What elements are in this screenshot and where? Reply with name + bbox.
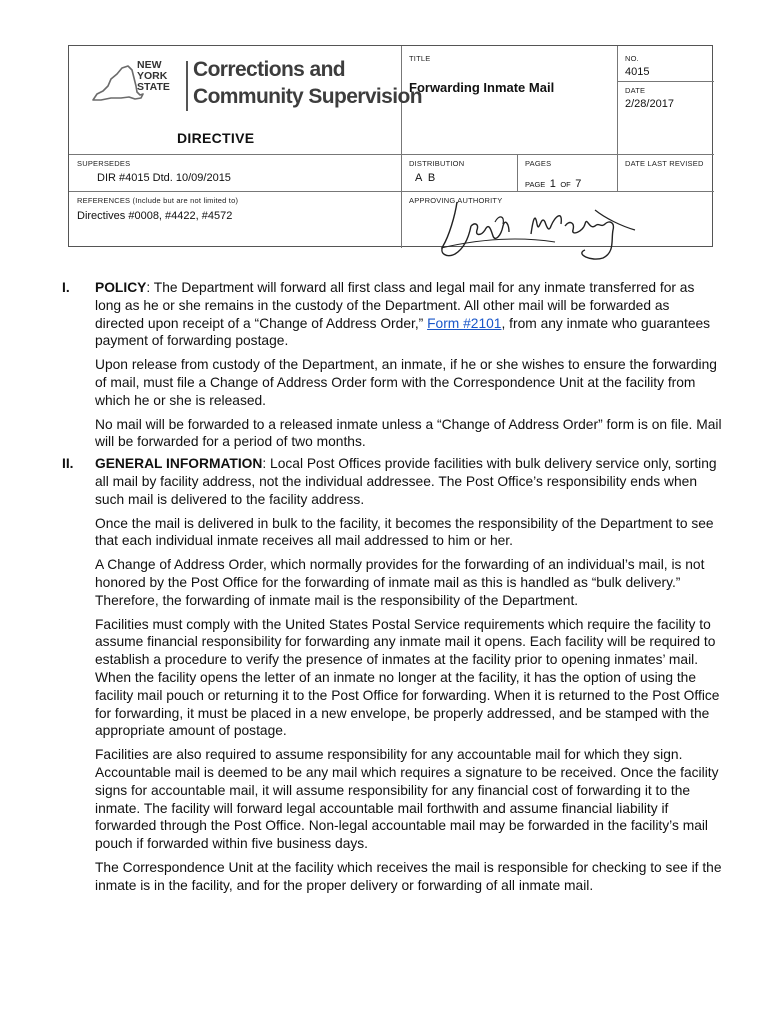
approving-authority-label: APPROVING AUTHORITY xyxy=(409,196,503,205)
logo-state-words xyxy=(137,60,170,93)
date-last-revised-label: DATE LAST REVISED xyxy=(625,159,704,168)
general-paragraph-6: The Correspondence Unit at the facility which receives the mail is responsible for checking to see if the inmate is in the facility, and for the proper delivery or forwarding of all inmate mail. xyxy=(95,859,722,893)
logo-agency-line2: Community Supervision xyxy=(193,85,422,108)
section-policy xyxy=(62,279,722,451)
distribution-label: DISTRIBUTION xyxy=(409,159,465,168)
logo-word: STATE xyxy=(137,81,170,93)
directive-body xyxy=(62,279,722,901)
general-paragraph-4: Facilities must comply with the United States Postal Service requirements which require the facility to assume financial responsibility for forwarding any inmate mail it opens. Each facility will be required to establish a procedure to verify the presence of inmates at the facility prior to opening inmates’ mail. When the facility opens the letter of an inmate no longer at the facility, it has the option of using the facility mail pouch or returning it to the Post Office for forwarding. When it is returned to the Post Office for forwarding, it must be placed in a new envelope, be properly addressed, and be stamped with the appropriate amount of postage. xyxy=(95,616,720,739)
general-paragraph-1 xyxy=(95,455,722,508)
page-count xyxy=(525,174,581,192)
divider xyxy=(517,154,518,191)
section-heading: POLICY xyxy=(95,280,147,295)
form-2101-link[interactable]: Form #2101 xyxy=(427,315,502,331)
logo-agency-name xyxy=(193,56,422,110)
divider xyxy=(69,191,714,192)
paragraph-text: : Local Post Offices provide facilities with bulk delivery service only, sorting all mail by facility address, not the individual addressee. The Post Office’s responsibility ends when such mail is delivered to the facility address. xyxy=(95,456,717,507)
page-prefix: PAGE xyxy=(525,180,546,189)
number-label: NO. xyxy=(625,54,639,63)
approving-authority-signature xyxy=(435,196,645,266)
directive-number: 4015 xyxy=(625,66,650,78)
date-label: DATE xyxy=(625,86,646,95)
directive-date: 2/28/2017 xyxy=(625,98,674,110)
distribution-value: A B xyxy=(415,172,436,184)
logo-agency-line1: Corrections and xyxy=(193,58,346,81)
section-numeral: II. xyxy=(62,456,74,472)
section-heading: GENERAL INFORMATION xyxy=(95,456,263,472)
page-number: 1 xyxy=(549,178,556,190)
page-of: OF xyxy=(560,180,571,189)
title-label: TITLE xyxy=(409,54,431,63)
policy-paragraph-3: No mail will be forwarded to a released inmate unless a “Change of Address Order” form is on file. Mail will be forwarded for a period of two months. xyxy=(95,416,722,450)
policy-paragraph-2: Upon release from custody of the Department, an inmate, if he or she wishes to ensure the forwarding of mail, must file a Change of Address Order form with the Correspondence Unit at the facility from which he or she is released. xyxy=(95,357,717,408)
paragraph-text: , from any inmate who guarantees payment of forwarding postage. xyxy=(95,315,711,349)
supersedes-value: DIR #4015 Dtd. 10/09/2015 xyxy=(97,172,231,184)
divider xyxy=(69,154,714,155)
pages-label: PAGES xyxy=(525,159,552,168)
logo-word: NEW xyxy=(137,59,162,71)
section-general-information xyxy=(62,455,722,894)
references-value: Directives #0008, #4422, #4572 xyxy=(77,210,233,222)
document-type: DIRECTIVE xyxy=(177,130,255,146)
divider xyxy=(617,46,618,191)
general-paragraph-2: Once the mail is delivered in bulk to the facility, it becomes the responsibility of the Department to see that each individual inmate receives all mail addressed to him or her. xyxy=(95,515,714,549)
divider xyxy=(617,81,714,82)
supersedes-label: SUPERSEDES xyxy=(77,159,131,168)
section-numeral: I. xyxy=(62,280,70,295)
document-title: Forwarding Inmate Mail xyxy=(409,80,555,95)
page-total: 7 xyxy=(575,178,582,190)
policy-paragraph-1 xyxy=(95,279,722,350)
general-paragraph-3: A Change of Address Order, which normally provides for the forwarding of an individual’s mail, is not honored by the Post Office for the forwarding of inmate mail as this is handled as “bulk delivery.” Therefore, the forwarding of inmate mail is the responsibility of the Department. xyxy=(95,557,705,608)
logo-divider xyxy=(186,61,188,111)
logo-word: YORK xyxy=(137,70,168,82)
references-label: REFERENCES (Include but are not limited to) xyxy=(77,196,239,205)
general-paragraph-5: Facilities are also required to assume responsibility for any accountable mail for which they sign. Accountable mail is deemed to be any mail which requires a signature to be received. Once the facility signs for accountable mail, it will assume responsibility for any financial cost of forwarding it to the inmate. The facility will forward legal accountable mail forthwith and assume financial liability if forwarded through the Post Office. Non-legal accountable mail may be forwarded in the facility’s mail pouch if forwarded within five business days. xyxy=(95,747,719,852)
paragraph-text: : The Department will forward all first class and legal mail for any inmate transferred for as long as he or she remains in the custody of the Department. All other mail will be forwarded as directed upon receipt of a “Change of Address Order,” xyxy=(95,280,695,331)
